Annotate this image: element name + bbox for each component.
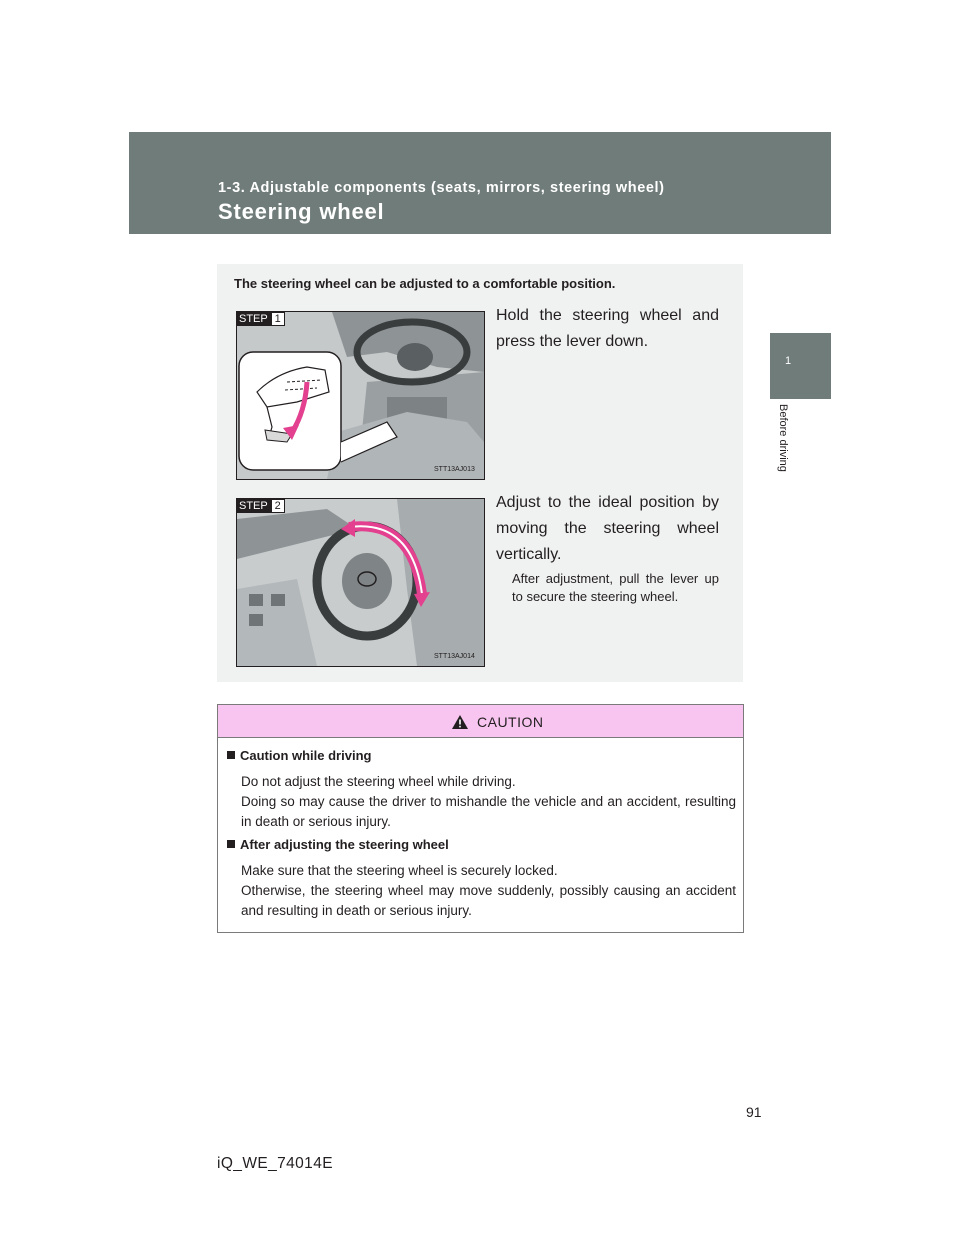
page-title: Steering wheel bbox=[218, 199, 385, 224]
section-title: 1-3. Adjustable components (seats, mirrors, steering wheel) bbox=[218, 180, 665, 196]
step-2-text: Adjust to the ideal position by moving the steering wheel vertically. bbox=[496, 494, 719, 563]
step-1-text: Hold the steering wheel and press the lever down. bbox=[496, 307, 719, 350]
step-1-image-code: STT13AJ013 bbox=[434, 466, 475, 473]
chapter-tab-number: 1 bbox=[785, 355, 792, 367]
caution-box bbox=[217, 704, 744, 933]
bullet-square-icon bbox=[227, 751, 235, 759]
chapter-tab[interactable] bbox=[770, 333, 831, 399]
steering-wheel-illustration bbox=[237, 499, 484, 666]
step-2-image-code: STT13AJ014 bbox=[434, 653, 475, 660]
caution-header bbox=[218, 705, 743, 738]
steering-lever-illustration bbox=[237, 312, 484, 479]
step-2-illustration bbox=[236, 498, 485, 667]
step-2-badge-word: STEP bbox=[236, 499, 271, 513]
caution-item-1-line-1: Do not adjust the steering wheel while driving. bbox=[241, 774, 516, 789]
page-number: 91 bbox=[746, 1104, 762, 1120]
caution-item-1-heading bbox=[227, 748, 371, 763]
step-2-badge-number: 2 bbox=[271, 499, 285, 513]
intro-text: The steering wheel can be adjusted to a comfortable position. bbox=[234, 276, 616, 291]
caution-item-2-heading-text: After adjusting the steering wheel bbox=[240, 837, 449, 852]
caution-item-2-line-1: Make sure that the steering wheel is securely locked. bbox=[241, 863, 558, 878]
step-1-badge-number: 1 bbox=[271, 312, 285, 326]
document-code: iQ_WE_74014E bbox=[217, 1155, 333, 1172]
step-2-note: After adjustment, pull the lever up to secure the steering wheel. bbox=[512, 571, 719, 604]
step-1-illustration bbox=[236, 311, 485, 480]
step-1-badge bbox=[236, 312, 285, 326]
step-1-badge-word: STEP bbox=[236, 312, 271, 326]
caution-item-1-heading-text: Caution while driving bbox=[240, 748, 372, 763]
caution-item-1-line-2: Doing so may cause the driver to mishandle the vehicle and an accident, resulting in death or serious injury. bbox=[241, 794, 736, 829]
bullet-square-icon bbox=[227, 840, 235, 848]
caution-item-2-heading bbox=[227, 837, 449, 852]
caution-title: CAUTION bbox=[477, 714, 544, 730]
chapter-tab-label: Before driving bbox=[777, 404, 789, 472]
step-2-badge bbox=[236, 499, 285, 513]
warning-triangle-icon bbox=[451, 714, 469, 730]
caution-item-2-line-2: Otherwise, the steering wheel may move suddenly, possibly causing an accident and resulting in death or serious injury. bbox=[241, 883, 736, 918]
